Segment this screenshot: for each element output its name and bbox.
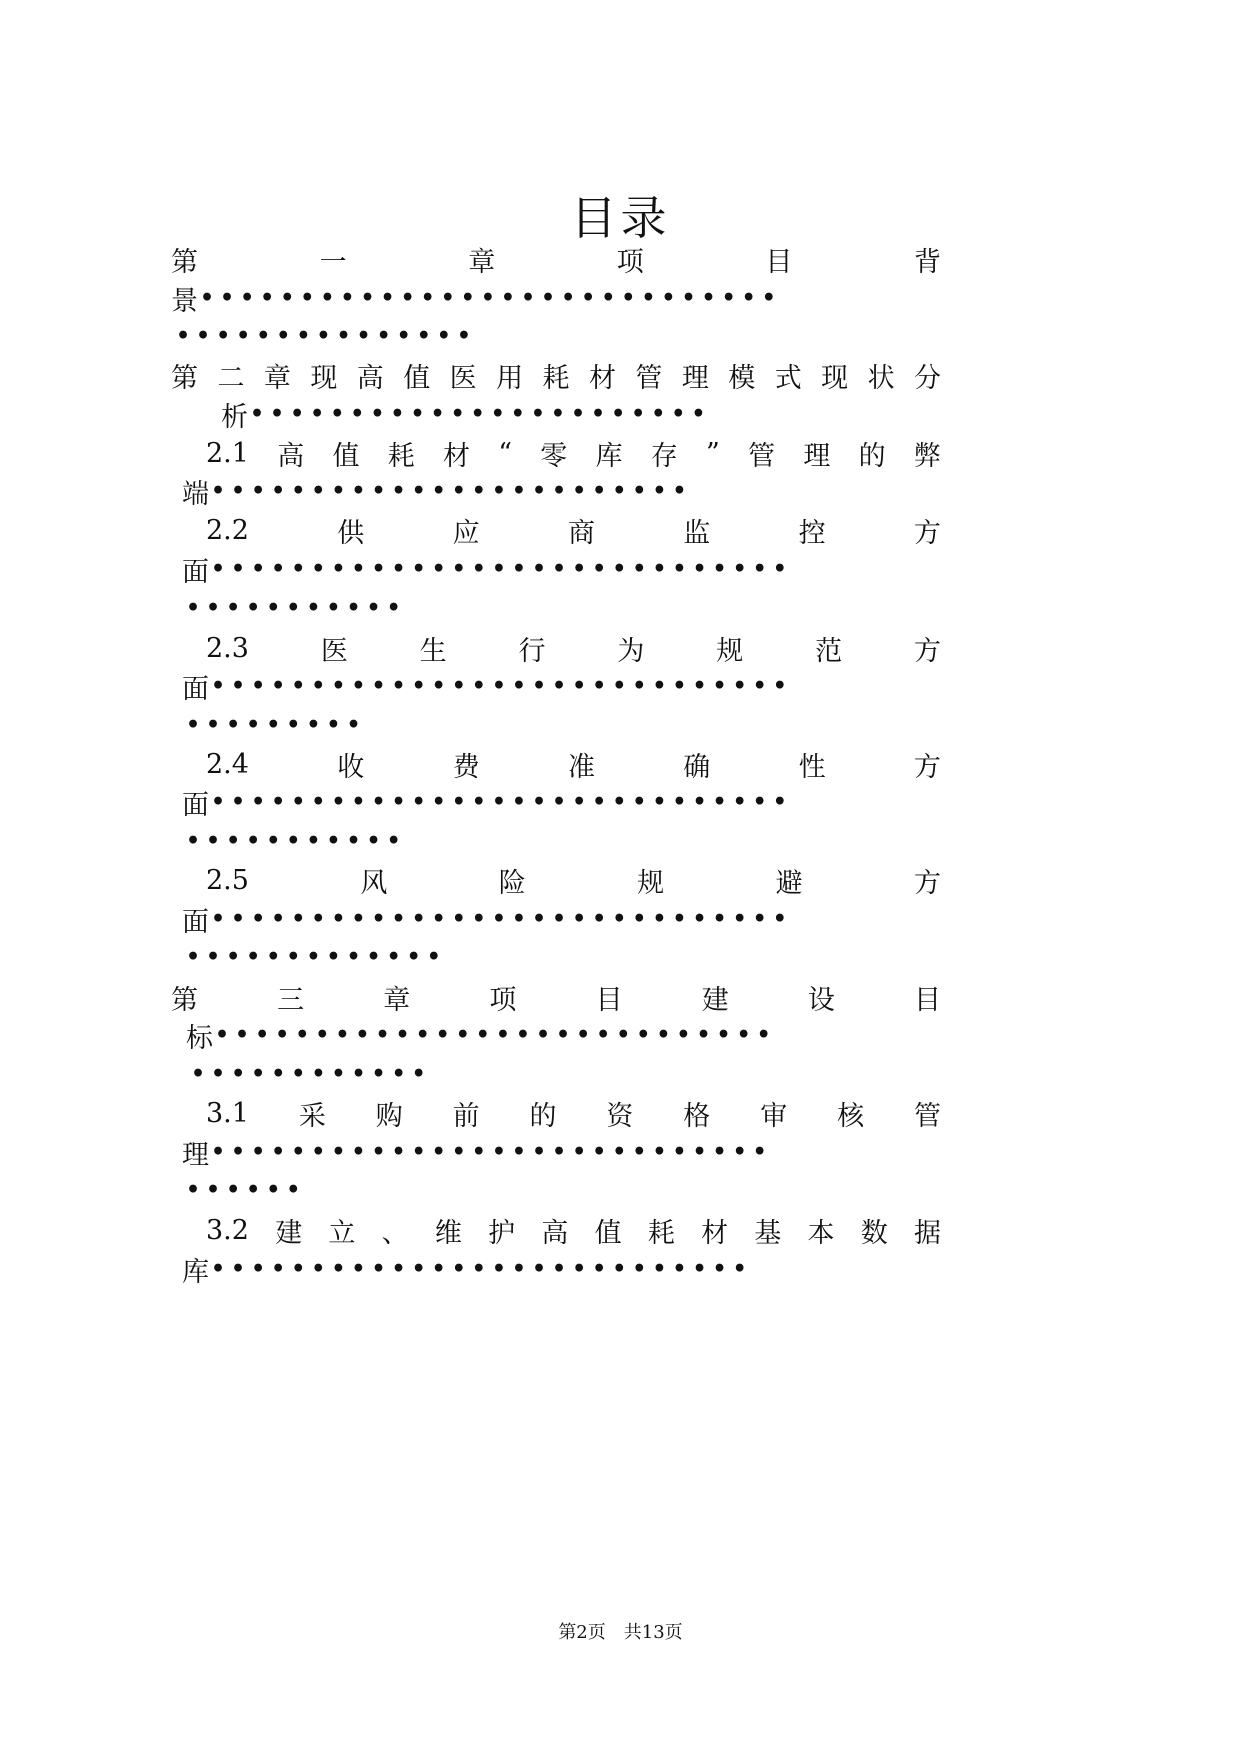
toc-text-token: 目 (595, 984, 623, 1016)
toc-text-token: 确 (683, 751, 711, 783)
toc-entry-2-3-line-3 (186, 703, 945, 747)
toc-text-token: 监 (683, 517, 711, 549)
toc-text-token: 购 (375, 1100, 403, 1132)
dot-leader: ••••••••••••••••••••••••••••• (200, 285, 782, 311)
toc-entry-3-1-line-3 (186, 1168, 945, 1212)
toc-text-token: 3.1 (206, 1097, 249, 1129)
toc-text-token: 零 (540, 440, 568, 472)
toc-text-token: 现 (821, 362, 849, 394)
toc-text-token: 2.3 (206, 632, 249, 664)
toc-text-char: 库 (182, 1256, 209, 1288)
toc-text-token: 生 (419, 635, 447, 667)
toc-text-token: 项 (616, 246, 644, 278)
dot-leader: •••••••••••••••••••••••••••• (211, 1139, 773, 1165)
toc-entry-1-line-1 (171, 237, 941, 281)
toc-text-token: 材 (442, 440, 470, 472)
toc-text-token: 核 (837, 1100, 865, 1132)
toc-text-token: 建 (701, 984, 729, 1016)
toc-text-token: 维 (434, 1217, 462, 1249)
toc-text-token: 审 (760, 1100, 788, 1132)
toc-text-token: 方 (913, 867, 941, 899)
toc-text-token: 2.1 (206, 437, 249, 469)
toc-text-char: 面 (182, 789, 209, 821)
toc-text-token: 性 (798, 751, 826, 783)
toc-text-token: 耗 (542, 362, 570, 394)
toc-entry-2-5-line-1 (206, 858, 941, 902)
dot-leader: ••••••••••••••••••••••••••••• (211, 673, 793, 699)
toc-text-token: 管 (635, 362, 663, 394)
dot-leader: ••••••••••••• (186, 944, 447, 970)
toc-text-token: 数 (860, 1217, 888, 1249)
toc-text-token: 一 (319, 246, 347, 278)
toc-text-token: 3.2 (206, 1214, 249, 1246)
toc-text-token: 行 (518, 635, 546, 667)
toc-entry-2-3-line-2 (182, 664, 941, 708)
toc-text-token: 材 (701, 1217, 729, 1249)
toc-text-token: 险 (498, 867, 526, 899)
toc-text-token: 商 (567, 517, 595, 549)
toc-text-char: 端 (182, 478, 209, 510)
toc-text-token: 弊 (913, 440, 941, 472)
toc-text-token: 用 (496, 362, 524, 394)
page-footer: 第2页 共13页 (558, 1622, 683, 1643)
toc-entry-3-2-line-2 (182, 1247, 941, 1291)
toc-entry-3-line-3 (191, 1052, 950, 1096)
toc-text-token: 的 (529, 1100, 557, 1132)
toc-entry-2-4-line-3 (186, 819, 945, 863)
dot-leader: ••••••••••• (186, 828, 407, 854)
toc-text-token: 2.4 (206, 748, 249, 780)
dot-leader: ••••••••••••••••••••••• (250, 401, 712, 427)
toc-text-token: 状 (867, 362, 895, 394)
toc-text-token: 立 (328, 1217, 356, 1249)
toc-text-token: 值 (403, 362, 431, 394)
toc-text-token: 的 (858, 440, 886, 472)
toc-text-token: 库 (595, 440, 623, 472)
toc-text-token: 高 (356, 362, 384, 394)
toc-text-token: 三 (277, 984, 305, 1016)
toc-text-token: 理 (803, 440, 831, 472)
toc-text-token: 管 (913, 1100, 941, 1132)
dot-leader: ••••••••• (186, 712, 367, 738)
toc-text-token: 背 (913, 246, 941, 278)
dot-leader: •••••• (186, 1177, 307, 1203)
toc-text-token: 项 (489, 984, 517, 1016)
toc-entry-3-1-line-1 (206, 1091, 941, 1135)
toc-text-token: 控 (798, 517, 826, 549)
toc-entry-1-line-3 (176, 314, 946, 358)
toc-entry-2-2-line-2 (182, 547, 941, 591)
toc-entry-2-1-line-2 (182, 469, 941, 513)
toc-text-char: 景 (171, 285, 198, 317)
toc-text-token: 应 (452, 517, 480, 549)
toc-text-token: 、 (381, 1217, 409, 1249)
dot-leader: ••••••••••••••••••••••••••• (211, 1256, 753, 1282)
toc-text-char: 标 (186, 1022, 213, 1054)
toc-text-token: 2.2 (206, 514, 249, 546)
toc-text-token: 第 (171, 246, 198, 278)
toc-text-token: 存 (650, 440, 678, 472)
toc-text-token: 值 (332, 440, 360, 472)
toc-title: 目录 (570, 191, 671, 245)
toc-entry-2-4-line-2 (182, 780, 941, 824)
toc-text-char: 面 (182, 556, 209, 588)
dot-leader: •••••••••••••••••••••••••••• (215, 1022, 777, 1048)
toc-text-char: 理 (182, 1139, 209, 1171)
toc-text-token: 方 (913, 517, 941, 549)
toc-text-token: 格 (683, 1100, 711, 1132)
toc-text-token: 二 (217, 362, 245, 394)
toc-text-char: 面 (182, 673, 209, 705)
toc-text-token: ” (706, 437, 720, 469)
toc-text-token: 建 (275, 1217, 303, 1249)
toc-text-token: 本 (807, 1217, 835, 1249)
toc-entry-2-line-1 (171, 353, 941, 397)
toc-text-token: 材 (588, 362, 616, 394)
dot-leader: ••••••••••••••••••••••••••••• (211, 789, 793, 815)
toc-text-token: 第 (171, 362, 198, 394)
toc-text-token: 前 (452, 1100, 480, 1132)
toc-text-token: 目 (913, 984, 941, 1016)
toc-text-token: 据 (914, 1217, 941, 1249)
toc-text-token: 章 (383, 984, 411, 1016)
toc-text-token: 章 (263, 362, 291, 394)
toc-text-token: 供 (337, 517, 365, 549)
toc-text-token: 规 (637, 867, 665, 899)
toc-text-token: 准 (567, 751, 595, 783)
toc-text-token: 资 (606, 1100, 634, 1132)
toc-text-token: 费 (452, 751, 480, 783)
toc-text-token: 设 (807, 984, 835, 1016)
toc-text-token: 目 (765, 246, 793, 278)
dot-leader: ••••••••••••••• (176, 323, 477, 349)
toc-entry-3-2-line-1 (206, 1208, 941, 1252)
toc-text-token: 收 (337, 751, 365, 783)
toc-text-token: 为 (617, 635, 645, 667)
toc-text-token: 避 (775, 867, 803, 899)
toc-entry-2-line-2 (221, 392, 941, 436)
toc-text-token: 分 (914, 362, 941, 394)
toc-text-token: 方 (913, 751, 941, 783)
toc-entry-3-line-2 (186, 1013, 945, 1057)
toc-text-token: 模 (728, 362, 756, 394)
dot-leader: •••••••••••••••••••••••• (211, 478, 693, 504)
dot-leader: •••••••••••• (191, 1061, 432, 1087)
toc-text-token: 高 (541, 1217, 569, 1249)
toc-text-token: 耗 (387, 440, 415, 472)
toc-text-token: 风 (360, 867, 388, 899)
toc-text-token: 耗 (647, 1217, 675, 1249)
toc-text-token: “ (498, 437, 513, 469)
dot-leader: ••••••••••••••••••••••••••••• (211, 906, 793, 932)
toc-text-token: 2.5 (206, 864, 249, 896)
toc-text-token: 范 (815, 635, 843, 667)
toc-text-token: 方 (913, 635, 941, 667)
toc-text-token: 规 (716, 635, 744, 667)
toc-text-token: 高 (277, 440, 305, 472)
toc-entry-2-2-line-3 (186, 586, 945, 630)
toc-text-token: 理 (681, 362, 709, 394)
toc-text-token: 现 (310, 362, 338, 394)
toc-text-token: 管 (748, 440, 776, 472)
toc-entry-2-5-line-3 (186, 935, 945, 979)
toc-text-token: 第 (171, 984, 198, 1016)
toc-text-token: 基 (754, 1217, 782, 1249)
toc-text-token: 章 (468, 246, 496, 278)
dot-leader: ••••••••••• (186, 595, 407, 621)
toc-text-token: 医 (320, 635, 348, 667)
toc-text-token: 值 (594, 1217, 622, 1249)
toc-entry-2-2-line-1 (206, 508, 941, 552)
toc-text-token: 医 (449, 362, 477, 394)
toc-text-char: 面 (182, 906, 209, 938)
dot-leader: ••••••••••••••••••••••••••••• (211, 556, 793, 582)
toc-text-token: 式 (774, 362, 802, 394)
toc-text-token: 护 (488, 1217, 516, 1249)
toc-text-char: 析 (221, 401, 248, 433)
toc-text-token: 采 (298, 1100, 326, 1132)
